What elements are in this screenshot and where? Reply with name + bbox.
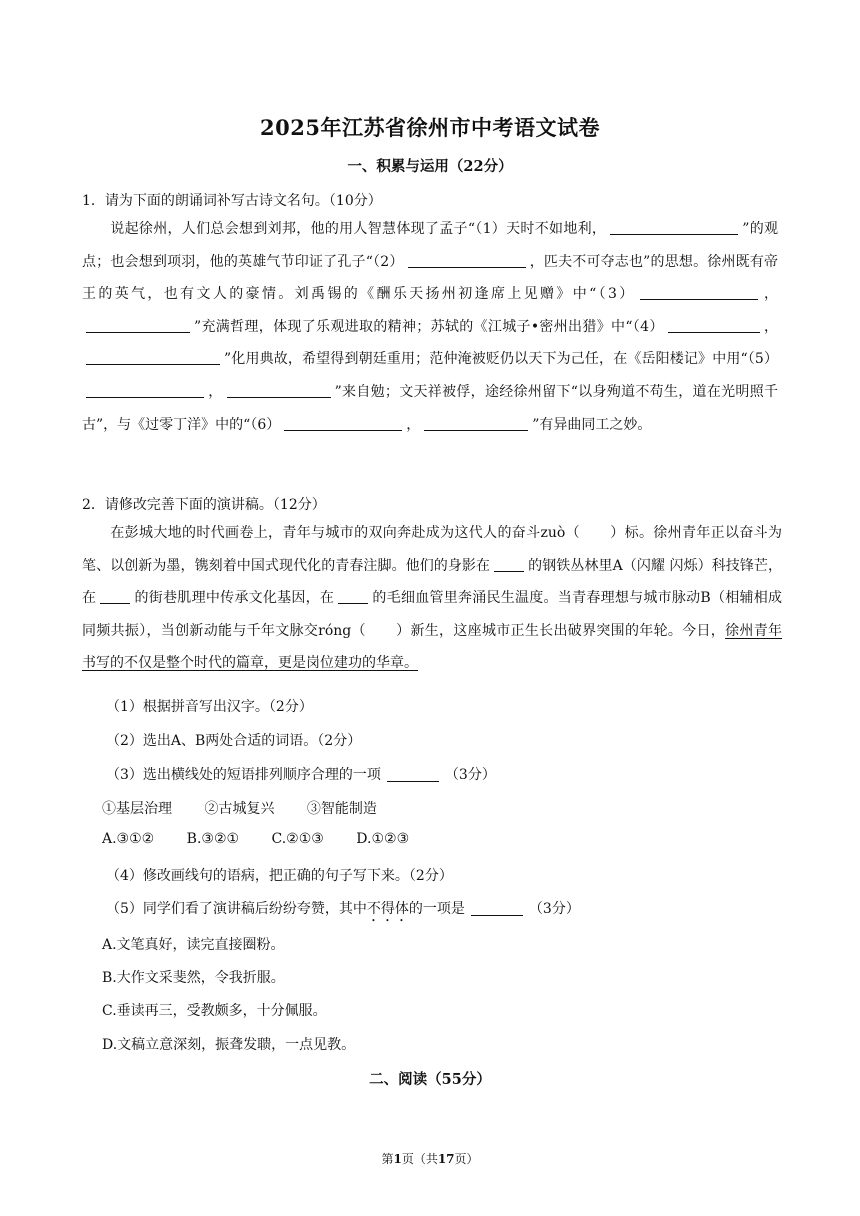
subquestion-3: （3）选出横线处的短语排列顺序合理的一项 （3分） [106,767,496,783]
subquestion-5: （5）同学们看了演讲稿后纷纷夸赞，其中不得体的一项是 （3分） [106,901,580,917]
choice-option[interactable]: C.②①③ [271,831,324,847]
section-heading-1: 一、积累与运用（22分） [347,158,513,175]
choice-option-b[interactable]: B.大作文采斐然，令我折服。 [102,970,285,986]
answer-blank-2[interactable] [408,253,526,268]
answer-blank-5a[interactable] [86,383,204,398]
subquestion-1: （1）根据拼音写出汉字。（2分） [106,699,313,715]
choice-list-3 [102,831,437,847]
question-2-passage: 在彭城大地的时代画卷上，青年与城市的双向奔赴成为这代人的奋斗zuò（ ）标。徐州青年正以奋斗为笔、以创新为墨，镌刻着中国式现代化的青春注脚。他们的身影在 的钢铁丛林里A（闪耀 闪烁）科技锋芒，在 的街巷肌理中传承文化基因，在 的毛细血管里奔涌民生温度。当青春理想与城市脉动B（相辅相成 同频共振），当创新动能与千年文脉交róng（ ）新生，这座城市正生长出破界突围的年轮。今日，徐州青年书写的不仅是整个时代的篇章，更是岗位建功的华章。 [82,525,783,672]
page-footer: 第1页（共17页） [381,1152,479,1166]
page-number: 1 [393,1152,402,1166]
subquestion-4: （4）修改画线句的语病，把正确的句子写下来。（2分） [106,868,453,884]
choice-option-c[interactable]: C.垂读再三，受教颇多，十分佩服。 [102,1003,327,1019]
phrase-blank-3[interactable] [338,589,368,604]
answer-blank-4b[interactable] [86,350,220,365]
answer-blank-6b[interactable] [424,416,528,431]
page-total: 17 [437,1152,455,1166]
phrase-item: ①基层治理 [102,801,172,817]
choice-option-d[interactable]: D.文稿立意深刻，振聋发聩，一点见教。 [102,1037,356,1053]
phrase-blank-1[interactable] [494,557,524,572]
answer-blank-5b[interactable] [227,383,331,398]
question-1-head: 1．请为下面的朗诵词补写古诗文名句。（10分） [82,193,382,209]
exam-title: 2025年江苏省徐州市中考语文试卷 [260,115,600,140]
question-2-head: 2．请修改完善下面的演讲稿。（12分） [82,497,326,513]
answer-blank-1[interactable] [610,220,738,235]
answer-blank-3b[interactable] [86,318,190,333]
phrase-list [102,798,405,818]
choice-option[interactable]: B.③②① [186,831,240,847]
answer-blank-sub3[interactable] [387,767,439,782]
answer-blank-3a[interactable] [640,285,758,300]
phrase-item: ②古城复兴 [204,801,275,817]
question-1-passage: 说起徐州，人们总会想到刘邦，他的用人智慧体现了孟子“（1）天时不如地利， ”的观点；也会想到项羽，他的英雄气节印证了孔子“（2） ，匹夫不可夺志也”的思想。徐州既有帝王的英气，也有文人的豪情。刘禹锡的《酬乐天扬州初逢席上见赠》中“（3） ，”充满哲理，体现了乐观进取的精神；苏轼的《江城子•密州出猎》中“（4） ，”化用典故，希望得到朝廷重用；范仲淹被贬仍以天下为己任，在《岳阳楼记》中用“（5）， ”来自勉；文天祥被俘，途经徐州留下“以身殉道不苟生，道在光明照千古”，与《过零丁洋》中的“（6） ， ”有异曲同工之妙。 [82,221,779,433]
choice-option-a[interactable]: A.文笔真好，读完直接圈粉。 [102,937,285,953]
phrase-item: ③智能制造 [306,801,377,817]
choice-option[interactable]: D.①②③ [356,831,410,847]
answer-blank-6a[interactable] [284,416,402,431]
answer-blank-sub5[interactable] [471,901,523,916]
underlined-sentence: 徐州青年书写的不仅是整个时代的篇章，更是岗位建功的华章。 [82,622,783,672]
answer-blank-4a[interactable] [668,318,760,333]
phrase-blank-2[interactable] [100,589,130,604]
choice-option[interactable]: A.③①② [102,831,155,847]
subquestion-2: （2）选出A、B两处合适的词语。（2分） [106,733,362,749]
emphasized-word: 不得体 [366,901,409,917]
section-heading-2: 二、阅读（55分） [369,1071,491,1088]
